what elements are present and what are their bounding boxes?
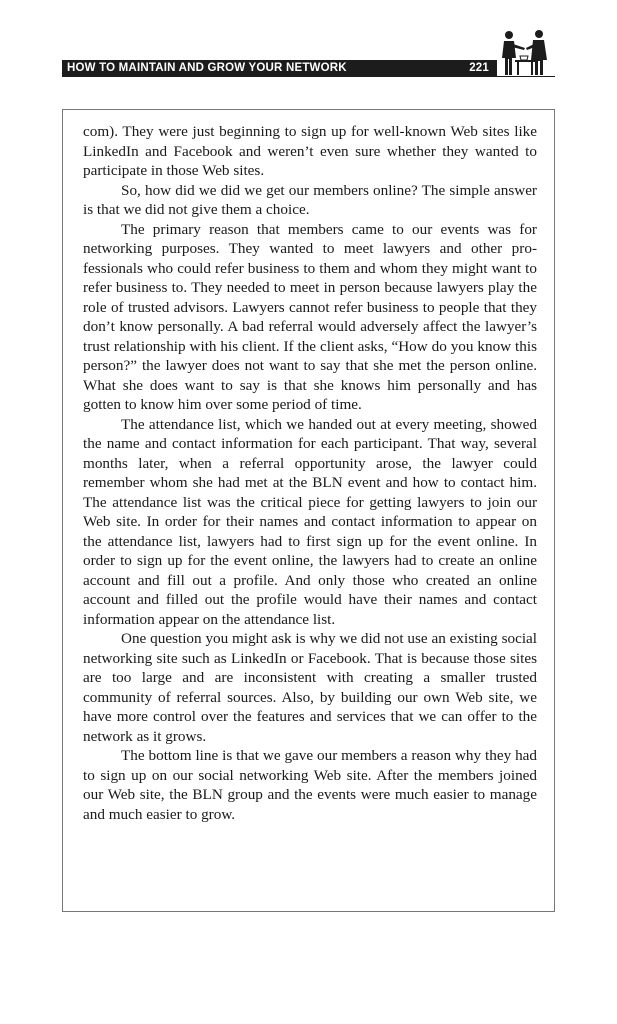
body-text xyxy=(83,122,537,824)
paragraph: So, how did we did we get our members online? The simple answer is that we did not give them a choice. xyxy=(83,181,537,218)
paragraph: The attendance list, which we handed out at every meeting, showed the name and contact information for each participant. That way, several months later, when a referral opportunity arose, the lawyer could remember whom she had met at the BLN event and how to contact him. The attendance list was the critical piece for getting lawyers to join our Web site. In order for their names and contact information to appear on the attendance list, lawyers had to first sign up for the event online. In order to sign up for the event online, the lawyers had to create an online account and fill out a profile. And only those who created an online account and filled out the profile would have their names and contact information appear on the attendance list. xyxy=(83,415,537,628)
paragraph: com). They were just beginning to sign up for well-known Web sites like LinkedIn and Facebook and weren’t even sure whether they wanted to participate in those Web sites. xyxy=(83,123,537,179)
text-frame xyxy=(62,109,555,912)
page-number: 221 xyxy=(469,62,489,74)
running-header xyxy=(62,60,497,77)
paragraph: The bottom line is that we gave our members a reason why they had to sign up on our social networking Web site. After the members joined our Web site, the BLN group and the events were much easier to manage and much easier to grow. xyxy=(83,747,537,823)
paragraph: The primary reason that members came to our events was for networking purposes. They wanted to meet lawyers and other professionals who could refer business to them and whom they might want to refer business to. They needed to meet in person because lawyers play the role of trusted advisors. Lawyers cannot refer business to people that they don’t know personally. A bad referral would adversely affect the lawyer’s trust relationship with his client. If the client asks, “How do you know this person?” the lawyer does not want to say that she met the person online. What she does want to say is that she knows him personally and has gotten to know him over some period of time. xyxy=(83,220,537,413)
chapter-title: HOW TO MAINTAIN AND GROW YOUR NETWORK xyxy=(67,62,347,74)
paragraph: One question you might ask is why we did not use an existing social networking site such as LinkedIn or Facebook. That is because those sites are too large and are inconsistent with creating a smaller trusted community of referral sources. Also, by building our own Web site, we have more control over the features and services that we can offer to the network as it grows. xyxy=(83,630,537,745)
handshake-meeting-icon xyxy=(497,26,555,78)
